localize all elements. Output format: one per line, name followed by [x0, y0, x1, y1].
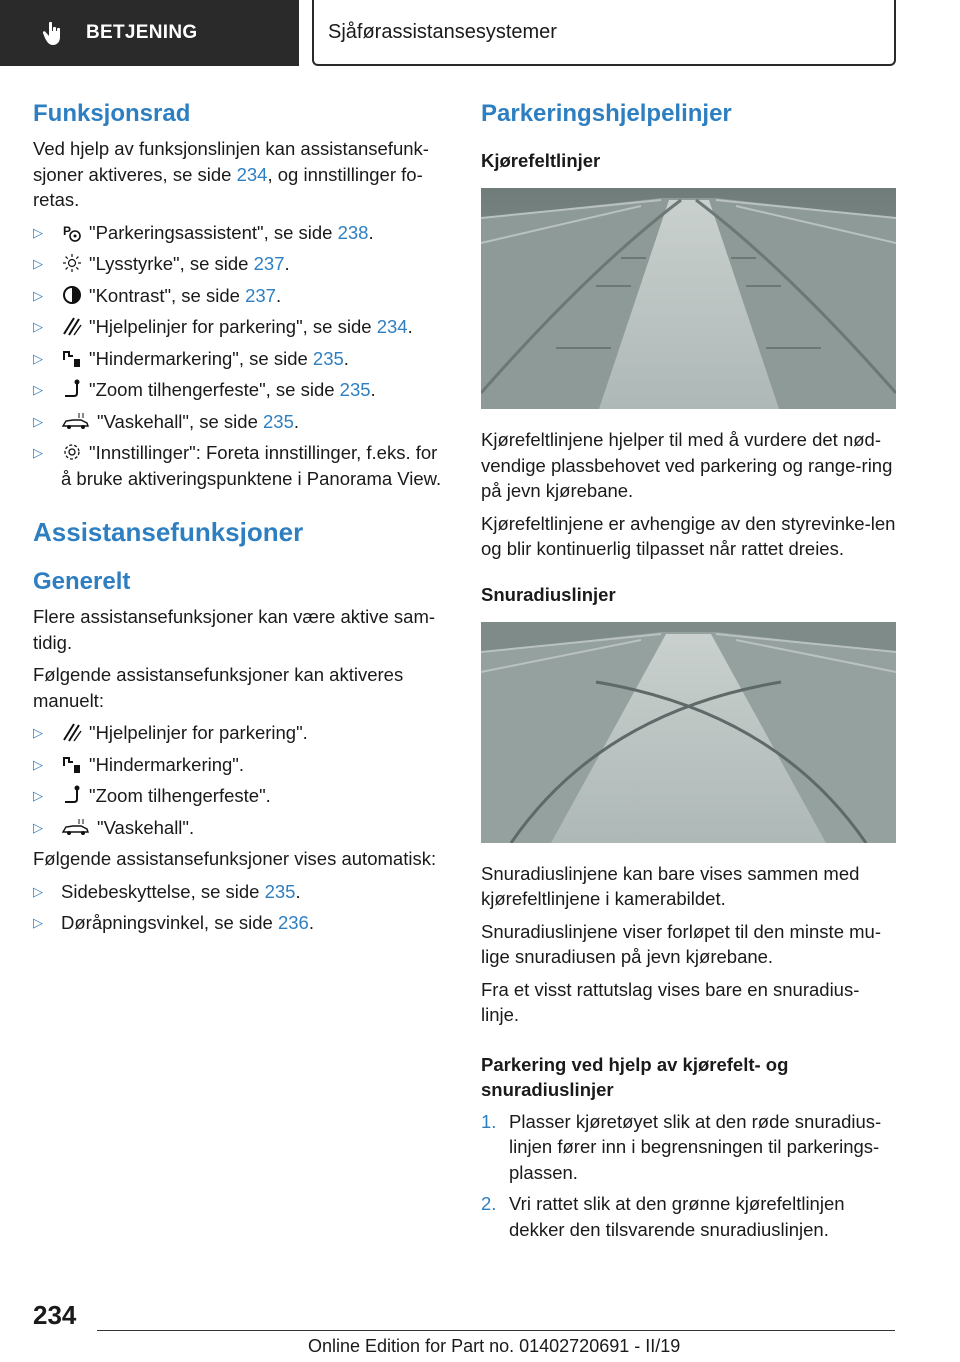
- page-link[interactable]: 237: [245, 284, 276, 306]
- page-link[interactable]: 235: [339, 379, 371, 400]
- page-link[interactable]: 236: [277, 912, 309, 933]
- edition-text: Online Edition for Part no. 01402720691 - II/19: [308, 1336, 681, 1356]
- list-item: ▷ "Zoom tilhengerfeste", se side 235.: [33, 377, 448, 403]
- parking-lines-icon: [61, 316, 83, 336]
- list-item: ▷ "Vaskehall".: [33, 815, 448, 841]
- list-item: ▷ "Zoom tilhengerfeste".: [33, 783, 448, 809]
- lane-lines-illustration: [481, 188, 896, 409]
- steps-list: [481, 1109, 896, 1243]
- list-item: ▷ "Lysstyrke", se side 237.: [33, 251, 448, 277]
- turning-radius-illustration: [481, 622, 896, 843]
- triangle-bullet-icon: ▷: [33, 883, 43, 899]
- footer-divider: [97, 1330, 895, 1331]
- trailer-hitch-icon: [61, 379, 83, 399]
- car-wash-icon: [61, 411, 91, 431]
- gear-icon: [61, 442, 83, 462]
- triangle-bullet-icon: ▷: [33, 382, 43, 397]
- list-item: ▷ "Innstillinger": Foreta innstillinger, f.eks. for å bruke aktiveringspunktene i Panorama View.: [33, 442, 442, 489]
- page-header: [0, 0, 960, 66]
- parking-assistant-icon: [61, 222, 83, 242]
- page-link[interactable]: 237: [253, 253, 285, 274]
- chapter-tab: [0, 0, 299, 66]
- snuradius-text-2: Snuradiuslinjene viser forløpet til den minste mu-lige snuradiusen på jevn kjørebane.: [481, 920, 881, 967]
- funksjonsrad-intro-text: Ved hjelp av funksjonslinjen kan assistansefunk-sjoner aktiveres, se side 234, og innstillinger fo-retas.: [33, 138, 429, 210]
- heading-snuradiuslinjer: Snuradiuslinjer: [481, 583, 616, 605]
- brightness-icon: [61, 253, 83, 273]
- snuradius-text-3: Fra et visst rattutslag vises bare en snuradius-linje.: [481, 978, 860, 1025]
- obstacle-marking-icon: [61, 348, 83, 368]
- triangle-bullet-icon: ▷: [33, 224, 43, 240]
- chapter-label: BETJENING: [86, 22, 198, 43]
- triangle-bullet-icon: ▷: [33, 788, 43, 803]
- section-title: Sjåførassistansesystemer: [328, 20, 557, 43]
- step-number: 2.: [481, 1193, 497, 1214]
- page-link[interactable]: 238: [337, 221, 369, 243]
- page-link[interactable]: 235: [312, 347, 344, 369]
- list-item: ▷ "Hjelpelinjer for parkering", se side 234.: [33, 314, 448, 340]
- svg-text:P: P: [63, 223, 72, 238]
- list-item: ▷ "Hindermarkering", se side 235.: [33, 346, 448, 372]
- heading-parkeringshjelpelinjer: Parkeringshjelpelinjer: [481, 100, 732, 127]
- generelt-text-2: Følgende assistansefunksjoner kan aktiveres manuelt:: [33, 664, 404, 711]
- auto-intro-text: Følgende assistansefunksjoner vises automatisk:: [33, 848, 437, 869]
- list-item: ▷ Døråpningsvinkel, se side 236.: [33, 910, 448, 936]
- list-item: ▷ Sidebeskyttelse, se side 235.: [33, 879, 448, 905]
- trailer-hitch-icon: [61, 785, 83, 805]
- list-item: 1. Plasser kjøretøyet slik at den røde snuradius-linjen fører inn i begrensningen til parkerings-plassen.: [481, 1110, 882, 1183]
- triangle-bullet-icon: ▷: [33, 287, 43, 303]
- step-number: 1.: [481, 1110, 497, 1132]
- heading-assistansefunksjoner: Assistansefunksjoner: [33, 517, 304, 547]
- hand-touch-icon: [40, 20, 66, 46]
- heading-generelt: Generelt: [33, 568, 131, 595]
- right-column: [481, 100, 896, 1248]
- funksjonsrad-list: [33, 220, 448, 492]
- triangle-bullet-icon: ▷: [33, 413, 43, 429]
- triangle-bullet-icon: ▷: [33, 319, 43, 334]
- list-item: ▷ P "Parkeringsassistent", se side 238.: [33, 220, 448, 246]
- triangle-bullet-icon: ▷: [33, 819, 43, 835]
- triangle-bullet-icon: ▷: [33, 756, 43, 772]
- page-link[interactable]: 234: [376, 316, 408, 337]
- manual-list: [33, 720, 448, 840]
- heading-funksjonsrad: Funksjonsrad: [33, 100, 191, 127]
- auto-list: [33, 879, 448, 936]
- snuradius-text-1: Snuradiuslinjene kan bare vises sammen med kjørefeltlinjene i kamerabildet.: [481, 862, 860, 909]
- page-link[interactable]: 234: [236, 163, 268, 185]
- triangle-bullet-icon: ▷: [33, 445, 43, 460]
- kjorefelt-text-1: Kjørefeltlinjene hjelper til med å vurdere det nød-vendige plassbehovet ved parkering og range-ring på jevn kjørebane.: [481, 429, 893, 501]
- kjorefelt-text-2: Kjørefeltlinjene er avhengige av den styrevinke-len og blir kontinuerlig tilpasset når rattet dreies.: [481, 512, 896, 559]
- heading-parkering: Parkering ved hjelp av kjørefelt- og snuradiuslinjer: [481, 1053, 789, 1100]
- section-title-box: [312, 0, 896, 66]
- page-number: 234: [33, 1300, 77, 1330]
- triangle-bullet-icon: ▷: [33, 350, 43, 366]
- triangle-bullet-icon: ▷: [33, 725, 43, 740]
- list-item: ▷ "Hjelpelinjer for parkering".: [33, 720, 448, 746]
- contrast-icon: [61, 285, 83, 305]
- parking-lines-icon: [61, 722, 83, 742]
- funksjonsrad-intro: [33, 136, 448, 213]
- generelt-text-1: Flere assistansefunksjoner kan være aktive sam-tidig.: [33, 606, 436, 653]
- page-link[interactable]: 235: [264, 880, 296, 902]
- list-item: ▷ "Vaskehall", se side 235.: [33, 409, 448, 435]
- heading-kjorefeltlinjer: Kjørefeltlinjer: [481, 150, 601, 171]
- list-item: 2. Vri rattet slik at den grønne kjørefeltlinjen dekker den tilsvarende snuradiuslinjen.: [481, 1193, 845, 1240]
- list-item: ▷ "Kontrast", se side 237.: [33, 283, 448, 309]
- left-column: [33, 100, 448, 942]
- page-link[interactable]: 235: [263, 410, 294, 432]
- list-item: ▷ "Hindermarkering".: [33, 752, 448, 778]
- obstacle-marking-icon: [61, 754, 83, 774]
- car-wash-icon: [61, 817, 91, 837]
- triangle-bullet-icon: ▷: [33, 256, 43, 271]
- triangle-bullet-icon: ▷: [33, 915, 43, 930]
